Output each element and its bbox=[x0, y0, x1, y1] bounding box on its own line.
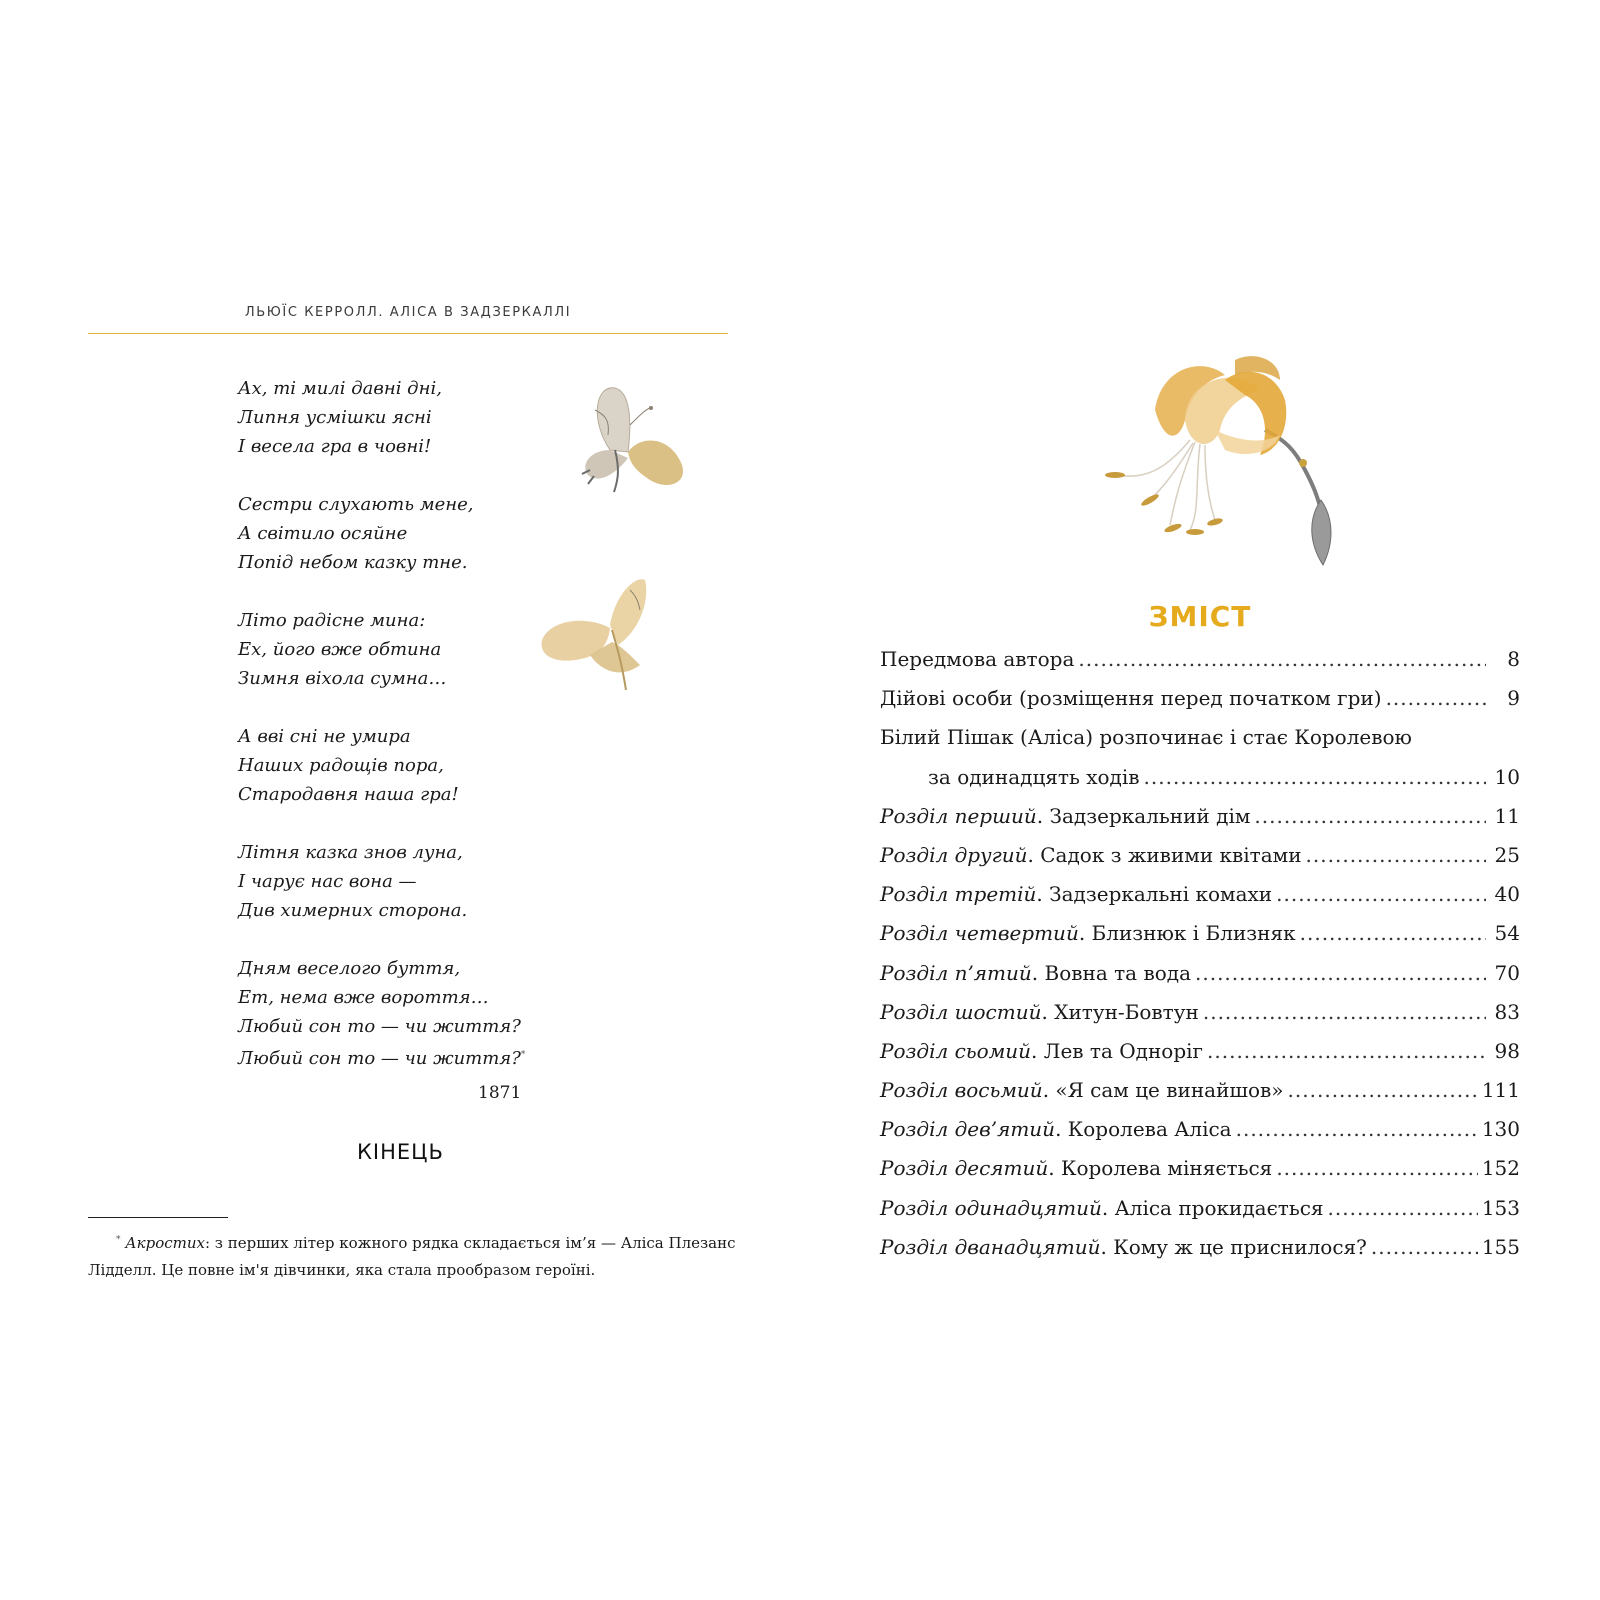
toc-entry[interactable] bbox=[880, 954, 1520, 993]
toc-entry[interactable] bbox=[880, 1149, 1520, 1188]
poem-line: Див химерних сторона. bbox=[238, 900, 468, 921]
toc-leader bbox=[1328, 1189, 1478, 1228]
toc-entry-label bbox=[880, 993, 1199, 1032]
toc-entry[interactable] bbox=[880, 797, 1520, 836]
poem-line: Ах, ті милі давні дні, bbox=[238, 378, 442, 399]
toc-entry-label bbox=[880, 1189, 1324, 1228]
toc-page-number: 10 bbox=[1494, 764, 1520, 789]
toc-entry-title: . Задзеркальний дім bbox=[1036, 803, 1251, 828]
header-rule bbox=[88, 333, 728, 334]
poem-line: Ех, його вже обтина bbox=[238, 639, 442, 660]
toc-entry-label bbox=[880, 1110, 1232, 1149]
toc-entry[interactable] bbox=[880, 993, 1520, 1032]
toc-entry[interactable] bbox=[880, 875, 1520, 914]
poem-year: 1871 bbox=[478, 1083, 522, 1103]
toc-entry[interactable] bbox=[880, 718, 1520, 757]
toc-entry[interactable] bbox=[880, 640, 1520, 679]
toc-entry-title: . Кому ж це приснилося? bbox=[1100, 1234, 1367, 1259]
toc-leader bbox=[1276, 1149, 1478, 1188]
toc-page-number: 11 bbox=[1494, 803, 1520, 828]
toc-entry[interactable] bbox=[880, 1110, 1520, 1149]
toc-entry-title: . «Я сам це винайшов» bbox=[1042, 1078, 1284, 1103]
toc-page-number: 25 bbox=[1494, 842, 1520, 867]
poem-line: Літо радісне мина: bbox=[238, 610, 426, 631]
poem-stanza bbox=[238, 954, 558, 1073]
poem-stanza bbox=[238, 722, 558, 809]
toc-entry-title: . Лев та Одноріг bbox=[1031, 1038, 1204, 1063]
toc-leader bbox=[1078, 640, 1486, 679]
toc-leader bbox=[1195, 954, 1486, 993]
toc-leader bbox=[1203, 993, 1486, 1032]
toc-entry-label bbox=[880, 1071, 1284, 1110]
poem-line: Сестри слухають мене, bbox=[238, 494, 474, 515]
footnote-term: Акростих bbox=[125, 1234, 205, 1252]
butterfly-icon bbox=[570, 380, 700, 510]
toc-page-number: 83 bbox=[1494, 999, 1520, 1024]
poem-line: Наших радощів пора, bbox=[238, 755, 444, 776]
toc-leader bbox=[1306, 836, 1486, 875]
butterfly-icon bbox=[530, 570, 660, 700]
toc-entry[interactable] bbox=[880, 1189, 1520, 1228]
poem-line: І весела гра в човні! bbox=[238, 436, 432, 457]
toc-entry-title: за одинадцять ходів bbox=[928, 764, 1140, 789]
toc-page-number: 152 bbox=[1481, 1156, 1520, 1181]
toc-chapter: Розділ четвертий bbox=[880, 921, 1079, 946]
toc-page-number: 40 bbox=[1494, 882, 1520, 907]
toc-entry-title: . Садок з живими квітами bbox=[1027, 842, 1302, 867]
toc-entry-title: . Королева міняється bbox=[1048, 1156, 1273, 1181]
toc-chapter: Розділ третій bbox=[880, 882, 1037, 907]
poem-line: Любий сон то — чи життя? bbox=[238, 1016, 521, 1037]
toc-entry-title: Передмова автора bbox=[880, 647, 1075, 671]
poem-line: Дням веселого буття, bbox=[238, 958, 461, 979]
toc-entry[interactable] bbox=[880, 914, 1520, 953]
toc-page-number: 153 bbox=[1481, 1195, 1520, 1220]
toc-entry-title: . Задзеркальні комахи bbox=[1036, 882, 1273, 907]
toc-title: ЗМІСТ bbox=[1148, 600, 1252, 633]
toc-page-number: 54 bbox=[1494, 921, 1520, 946]
toc-leader bbox=[1254, 797, 1486, 836]
toc-page-number: 70 bbox=[1494, 960, 1520, 985]
poem-line: Попід небом казку тне. bbox=[238, 552, 468, 573]
toc-leader bbox=[1276, 875, 1486, 914]
toc-leader bbox=[1236, 1110, 1478, 1149]
toc-chapter: Розділ восьмий bbox=[880, 1078, 1043, 1103]
toc-entry-title: . Королева Аліса bbox=[1055, 1117, 1232, 1142]
poem-line: А вві сні не умира bbox=[238, 726, 411, 747]
toc-entry[interactable] bbox=[880, 1032, 1520, 1071]
toc-leader bbox=[1288, 1071, 1478, 1110]
poem-line: І чарує нас вона — bbox=[238, 871, 417, 892]
toc-chapter: Розділ другий bbox=[880, 842, 1028, 867]
poem-stanza bbox=[238, 374, 558, 461]
toc-page-number: 111 bbox=[1481, 1078, 1520, 1103]
toc-entry-title: Білий Пішак (Аліса) розпочинає і стає Королевою bbox=[880, 725, 1412, 750]
poem-stanza bbox=[238, 838, 558, 925]
toc-entry-label bbox=[880, 797, 1250, 836]
toc-chapter: Розділ одинадцятий bbox=[880, 1195, 1102, 1220]
toc-entry[interactable] bbox=[880, 1071, 1520, 1110]
toc-entry-title: . Хитун-Бовтун bbox=[1041, 999, 1199, 1024]
poem-line-last bbox=[238, 1041, 558, 1073]
toc-leader bbox=[1207, 1032, 1486, 1071]
poem-line: Літня казка знов луна, bbox=[238, 842, 463, 863]
toc-page-number: 98 bbox=[1494, 1038, 1520, 1063]
toc-page-number: 130 bbox=[1481, 1117, 1520, 1142]
toc-entry-label bbox=[880, 875, 1272, 914]
footnote-rule bbox=[88, 1217, 228, 1218]
toc-chapter: Розділ десятий bbox=[880, 1156, 1049, 1181]
poem-stanza bbox=[238, 606, 558, 693]
poem-stanza bbox=[238, 490, 558, 577]
toc-entry[interactable] bbox=[880, 836, 1520, 875]
toc-chapter: Розділ п’ятий bbox=[880, 960, 1032, 985]
lily-icon bbox=[1085, 350, 1355, 570]
toc-entry-continuation[interactable] bbox=[880, 758, 1520, 797]
right-page bbox=[800, 0, 1600, 1600]
poem-line: Любий сон то — чи життя? bbox=[238, 1048, 521, 1069]
toc-chapter: Розділ дев’ятий bbox=[880, 1117, 1056, 1142]
toc-entry[interactable] bbox=[880, 1228, 1520, 1267]
toc-entry-label bbox=[880, 1032, 1203, 1071]
toc-leader bbox=[1371, 1228, 1478, 1267]
toc-chapter: Розділ перший bbox=[880, 803, 1037, 828]
poem-line: А світило осяйне bbox=[238, 523, 408, 544]
toc-entry-label bbox=[880, 836, 1302, 875]
toc-entry-label bbox=[880, 1149, 1272, 1188]
the-end-title: КІНЕЦЬ bbox=[357, 1140, 444, 1164]
toc-entry[interactable] bbox=[880, 679, 1520, 718]
toc-entry-title: . Близнюк і Близняк bbox=[1078, 921, 1296, 946]
poem-line: Ет, нема вже вороття… bbox=[238, 987, 489, 1008]
toc-chapter: Розділ шостий bbox=[880, 999, 1042, 1024]
poem bbox=[238, 374, 558, 1073]
toc-page-number: 155 bbox=[1481, 1234, 1520, 1259]
footnote bbox=[88, 1227, 738, 1284]
toc-leader bbox=[1300, 914, 1486, 953]
footnote-reference[interactable]: * bbox=[520, 1050, 526, 1060]
footnote-text: : з перших літер кожного рядка складається ім’я — Аліса Плезанс Лідделл. Це повне ім'я дівчинки, яка стала прообразом героїні. bbox=[88, 1234, 736, 1279]
toc-entry-title: . Аліса прокидається bbox=[1101, 1195, 1324, 1220]
toc-page-number: 8 bbox=[1507, 647, 1520, 671]
toc-page-number: 9 bbox=[1507, 686, 1520, 711]
poem-line: Стародавня наша гра! bbox=[238, 784, 459, 805]
toc-leader bbox=[1386, 679, 1486, 718]
toc-entry-label bbox=[880, 954, 1191, 993]
toc-entry-label bbox=[880, 914, 1296, 953]
poem-line: Липня усмішки ясні bbox=[238, 407, 432, 428]
footnote-marker: * bbox=[116, 1235, 121, 1245]
toc-entry-title: Дійові особи (розміщення перед початком гри) bbox=[880, 686, 1382, 711]
toc-leader bbox=[1144, 758, 1486, 797]
poem-line: Зимня віхола сумна… bbox=[238, 668, 447, 689]
toc-chapter: Розділ дванадцятий bbox=[880, 1234, 1101, 1259]
toc-chapter: Розділ сьомий bbox=[880, 1038, 1032, 1063]
toc-entry-label bbox=[880, 1228, 1367, 1267]
running-header: ЛЬЮЇС КЕРРОЛЛ. АЛІСА В ЗАДЗЕРКАЛЛІ bbox=[244, 305, 572, 320]
table-of-contents bbox=[880, 640, 1520, 1267]
toc-entry-title: . Вовна та вода bbox=[1031, 960, 1191, 985]
